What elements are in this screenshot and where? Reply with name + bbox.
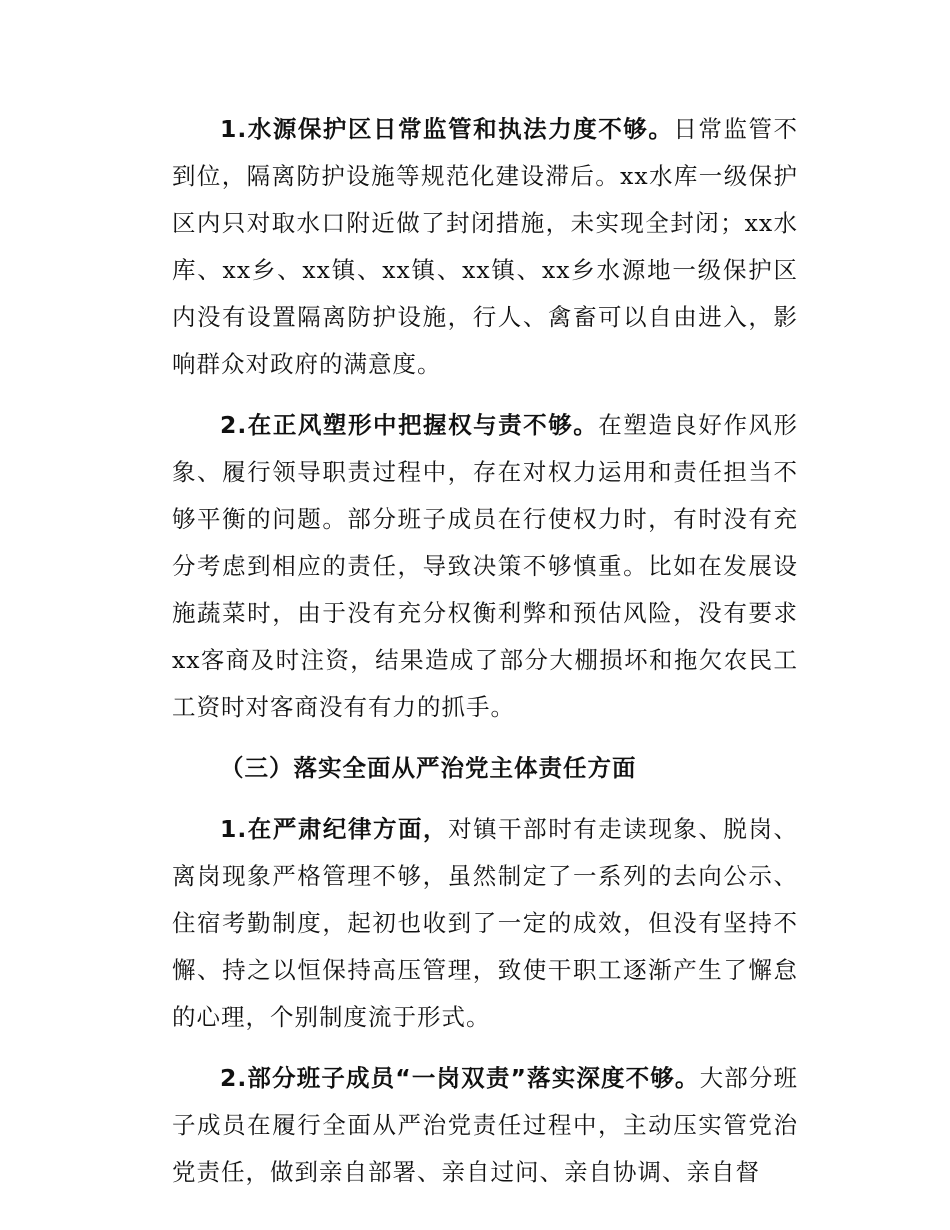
paragraph-body: 日常监管不到位，隔离防护设施等规范化建设滞后。xx水库一级保护区内只对取水口附近做了封闭措施，未实现全封闭；xx水库、xx乡、xx镇、xx镇、xx镇、xx乡水源地一级保护区内没有设置隔离防护设施，行人、禽畜可以自由进入，影响群众对政府的满意度。 (172, 115, 799, 378)
paragraph-body: 大部分班子成员在履行全面从严治党责任过程中，主动压实管党治党责任，做到亲自部署、亲自过问、亲自协调、亲自督 (172, 1064, 798, 1186)
paragraph-power-responsibility (172, 402, 798, 731)
section-heading: （三）落实全面从严治党主体责任方面 (220, 754, 637, 782)
paragraph-body: 在塑造良好作风形象、履行领导职责过程中，存在对权力运用和责任担当不够平衡的问题。部分班子成员在行使权力时，有时没有充分考虑到相应的责任，导致决策不够慎重。比如在发展设施蔬菜时，由于没有充分权衡利弊和预估风险，没有要求xx客商及时注资，结果造成了部分大棚损坏和拖欠农民工工资时对客商没有有力的抓手。 (172, 411, 799, 721)
paragraph-dual-responsibility (172, 1055, 798, 1196)
paragraph-lead: 2.部分班子成员“一岗双责”落实深度不够。 (220, 1064, 700, 1092)
paragraph-water-source (172, 106, 798, 388)
paragraph-lead: 2.在正风塑形中把握权与责不够。 (220, 411, 599, 439)
paragraph-body: 对镇干部时有走读现象、脱岗、离岗现象严格管理不够，虽然制定了一系列的去向公示、住宿考勤制度，起初也收到了一定的成效，但没有坚持不懈、持之以恒保持高压管理，致使干职工逐渐产生了懈怠的心理，个别制度流于形式。 (172, 815, 799, 1031)
document-page (172, 106, 798, 1210)
paragraph-lead: 1.水源保护区日常监管和执法力度不够。 (220, 115, 674, 143)
paragraph-discipline (172, 806, 798, 1041)
paragraph-lead: 1.在严肃纪律方面， (220, 815, 449, 843)
